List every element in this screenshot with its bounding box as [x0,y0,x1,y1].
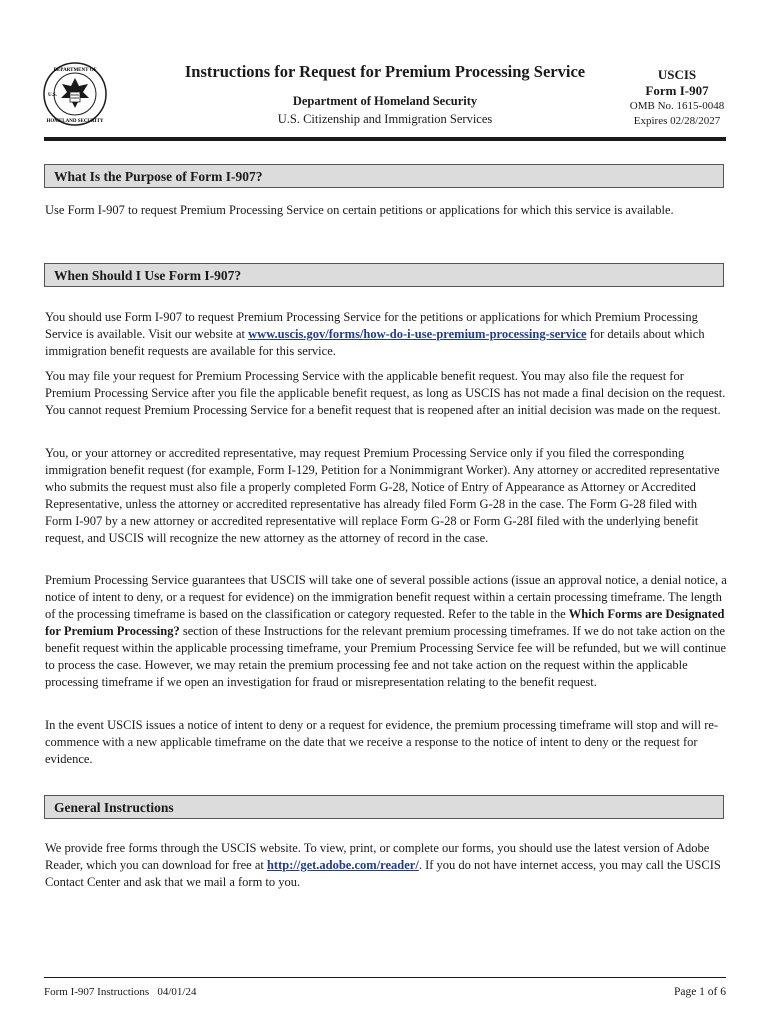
purpose-paragraph: Use Form I-907 to request Premium Processing Service on certain petitions or applications for which this service is available. [45,203,674,217]
form-id-block [612,67,742,129]
department-name: Department of Homeland Security [292,94,478,108]
when-paragraph-5: In the event USCIS issues a notice of intent to deny or a request for evidence, the premium processing timeframe will stop and will re-commence with a new applicable timeframe on the date that we receive a response to the notice of intent to deny or the request for evidence. [45,718,719,766]
when-paragraph-2: You may file your request for Premium Processing Service with the applicable benefit request. You may also file the request for Premium Processing Service after you file the applicable benefit request, as long as USCIS has not made a final decision on the request. You cannot request Premium Processing Service for a benefit request that is reopened after an initial decision was made on the request. [45,369,726,417]
page-title: Instructions for Request for Premium Processing Service [184,62,586,81]
agency-name: U.S. Citizenship and Immigration Services [277,112,493,126]
expiration-date: Expires 02/28/2027 [633,115,721,127]
header-divider [44,137,726,141]
adobe-reader-link[interactable]: http://get.adobe.com/reader/ [266,858,419,872]
when-paragraph-1: You should use Form I-907 to request Premium Processing Service for the petitions or applications for which Premium Processing Service is available. Visit our website at www.uscis.gov/forms/how-do-i-use-premium-processing-service for details about which immigration benefit requests are available for this service. [45,310,705,358]
omb-number: OMB No. 1615-0048 [629,100,725,112]
svg-text:U.S.: U.S. [48,93,57,98]
section-heading-purpose: What Is the Purpose of Form I-907? [44,164,724,188]
footer-divider [44,977,726,978]
when-paragraph-3: You, or your attorney or accredited representative, may request Premium Processing Service only if you filed the corresponding immigration benefit request (for example, Form I-129, Petition for a Nonimmigrant Worker). Any attorney or accredited representative who submits the request must also file a properly completed Form G-28, Notice of Entry of Appearance as Attorney or Accredited Representative, unless the attorney or accredited representative has already filed Form G-28 in the case. The Form G-28 filed with Form I-907 by a new attorney or accredited representative will replace Form G-28 or Form G-28I filed with the underlying benefit request, and USCIS will recognize the new attorney as the attorney of record in the case. [45,446,720,545]
general-paragraph-1: We provide free forms through the USCIS website. To view, print, or complete our forms, you should use the latest version of Adobe Reader, which you can download for free at http://get.adobe.com/reader/. If you do not have internet access, you may call the USCIS Contact Center and ask that we mail a form to you. [45,841,721,889]
section-reference: Which Forms are Designated for Premium Processing? [45,607,725,638]
section-heading-general: General Instructions [44,795,724,819]
section-heading-when: When Should I Use Form I-907? [44,263,724,287]
premium-processing-link[interactable]: www.uscis.gov/forms/how-do-i-use-premium-processing-service [248,327,587,341]
when-paragraph-4: Premium Processing Service guarantees that USCIS will take one of several possible actions (issue an approval notice, a denial notice, a notice of intent to deny, or a request for evidence) on the immigration benefit request within a certain processing timeframe. The length of the processing timeframe is based on the classification or category requested. Refer to the table in the Which Forms are Designated for Premium Processing? section of these Instructions for the relevant premium processing timeframes. If we do not take action on the benefit request within the applicable processing timeframe, your Premium Processing Service fee will be refunded, but we will continue to process the case. However, we may retain the premium processing fee and not take action on the request within the applicable processing timeframe if we open an investigation for fraud or misrepresentation relating to the benefit request. [45,573,727,689]
agency-short: USCIS [657,67,697,82]
form-number: Form I-907 [645,83,709,98]
footer-form-info: Form I-907 Instructions 04/01/24 [44,986,197,998]
dhs-seal [43,62,107,126]
page-number: Page 1 of 6 [673,986,726,998]
svg-text:HOMELAND SECURITY: HOMELAND SECURITY [46,119,104,124]
svg-text:DEPARTMENT OF: DEPARTMENT OF [53,68,97,73]
